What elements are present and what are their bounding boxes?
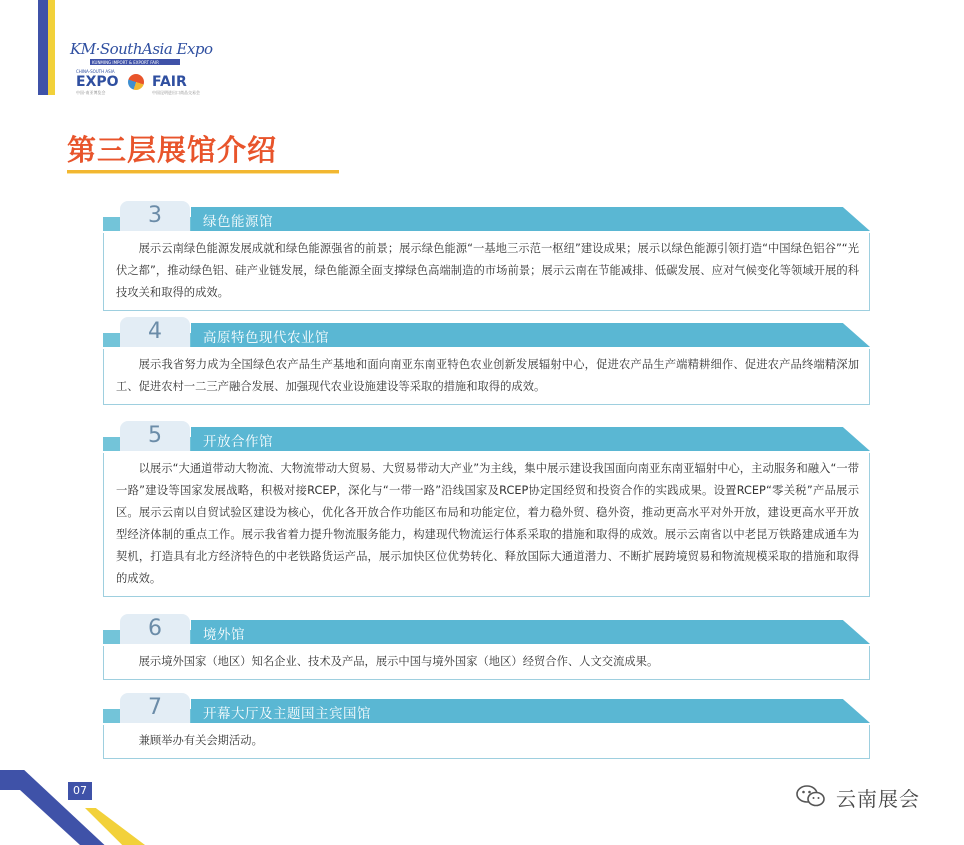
logo-small-text: KUNMING IMPORT & EXPORT FAIR [92,60,159,65]
wechat-icon [796,784,826,808]
logo-script: KM·SouthAsia Expo [70,40,213,58]
section-number: 3 [120,201,190,231]
logo-fair: FAIR [152,74,187,90]
section-number: 5 [120,421,190,451]
section-band-title-bg [191,427,870,451]
section-title: 开放合作馆 [203,434,273,450]
section-body: 展示境外国家（地区）知名企业、技术及产品，展示中国与境外国家（地区）经贸合作、人文交流成果。 [103,646,870,680]
section-number: 4 [120,317,190,347]
section-header [103,618,870,646]
section-opening-hall [103,697,870,759]
section-body: 以展示“大通道带动大物流、大物流带动大贸易、大贸易带动大产业”为主线，集中展示建设我国面向南亚东南亚辐射中心，主动服务和融入“一带一路”建设等国家发展战略，积极对接RCEP，深化与“一带一路”沿线国家及RCEP协定国经贸和投资合作的实践成果。设置RCEP“零关税”产品展示区。展示云南以自贸试验区建设为核心，优化各开放合作功能区布局和功能定位，着力稳外贸、稳外资，推动更高水平对外开放，建设更高水平开放型经济体制的重点工作。展示我省着力提升物流服务能力，构建现代物流运行体系采取的措施和取得的成效。展示云南省以中老昆万铁路建成通车为契机，打造具有北方经济特色的中老铁路货运产品，展示加快区位优势转化、释放国际大通道潜力、不断扩展跨境贸易和物流规模采取的措施和取得的成效。 [103,453,870,597]
section-band-title-bg [191,207,870,231]
logo-globe-icon [128,74,144,90]
section-header [103,205,870,233]
section-open-cooperation [103,425,870,597]
logo-sub1: CHINA-SOUTH ASIA [76,69,115,74]
section-body: 展示我省努力成为全国绿色农产品生产基地和面向南亚东南亚特色农业创新发展辐射中心，促进农产品生产端精耕细作、促进农产品终端精深加工、促进农村一二三产融合发展、加强现代农业设施建设等采取的措施和取得的成效。 [103,349,870,405]
section-body: 展示云南绿色能源发展成就和绿色能源强省的前景；展示绿色能源“一基地三示范一枢纽”建设成果；展示以绿色能源引领打造“中国绿色铝谷”“光伏之都”，推动绿色铝、硅产业链发展，绿色能源全面支撑绿色高端制造的市场前景；展示云南在节能减排、低碳发展、应对气候变化等领域开展的科技攻关和取得的成效。 [103,233,870,311]
expo-logo [70,40,213,96]
title-underline-shadow [67,173,339,174]
section-title: 绿色能源馆 [203,214,273,230]
section-title: 高原特色现代农业馆 [203,330,329,346]
section-number: 7 [120,693,190,723]
section-title: 开幕大厅及主题国主宾国馆 [203,706,371,722]
section-overseas [103,618,870,680]
section-title: 境外馆 [203,627,245,643]
section-band-title-bg [191,620,870,644]
section-body: 兼顾举办有关会期活动。 [103,725,870,759]
brand-name: 云南展会 [836,787,920,811]
logo-expo: EXPO [76,74,119,90]
page-number: 07 [68,782,92,800]
decor-bar-yellow [48,0,55,95]
section-plateau-agriculture [103,321,870,405]
section-green-energy [103,205,870,311]
section-header [103,425,870,453]
section-header [103,697,870,725]
decor-bar-blue [38,0,48,95]
logo-sub3: 中国昆明进出口商品交易会 [152,90,200,95]
page-title: 第三层展馆介绍 [67,133,278,167]
section-number: 6 [120,614,190,644]
logo-sub2: 中国-南亚博览会 [76,90,106,95]
section-header [103,321,870,349]
